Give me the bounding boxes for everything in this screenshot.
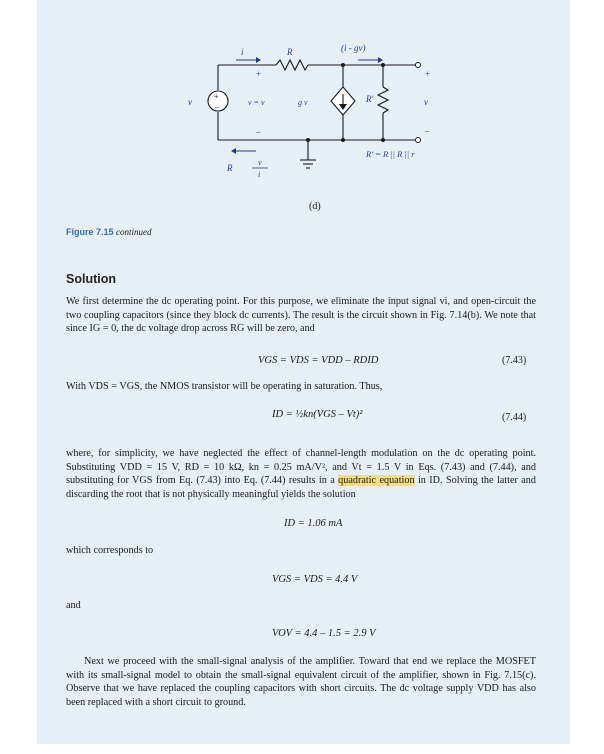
label-out-minus: – <box>425 126 430 136</box>
text-corresponds: which corresponds to <box>66 545 154 556</box>
figure-sublabel: (d) <box>309 201 321 212</box>
label-rin-den: i <box>258 170 261 179</box>
paragraph-3-part-a: where, for simplicity, we have neglected the effect of channel-length modulation on the dc operating point. Substituting VDD = 15 V, RD = 10 kΩ, kn = 0.25 mA/V², and Vt = 1.5 V in Eqs. (7.43) and (7.44), and substituting for VGS from Eq. (7.43) into Eq. (7.44) results in a <box>66 448 536 487</box>
equation-7-44: ID = ½kn(VGS – Vt)² <box>272 409 363 420</box>
equation-number-7-44: (7.44) <box>502 412 527 423</box>
equation-7-43: VGS = VDS = VDD – RDID <box>258 355 379 366</box>
caption-suffix: continued <box>116 227 152 237</box>
paragraph-1: We first determine the dc operating point. For this purpose, we eliminate the input signal vi, and open-circuit the two coupling capacitors (since they block dc currents). The result is the circuit shown in Fig. 7.14(b). We note that since IG = 0, the dc voltage drop across RG will be zero, and <box>66 296 536 335</box>
solution-heading: Solution <box>66 272 116 286</box>
label-out-plus: + <box>425 69 431 79</box>
label-gm-source: g v <box>298 98 308 107</box>
text-and: and <box>66 600 81 611</box>
caption-label: Figure 7.15 <box>66 227 114 237</box>
equation-id: ID = 1.06 mA <box>284 518 343 529</box>
label-plus-top: + <box>256 69 262 79</box>
circuit-diagram <box>148 35 448 215</box>
paragraph-4: Next we proceed with the small-signal analysis of the amplifier. Toward that end we replace the MOSFET with its small-signal model to obtain the small-signal equivalent circuit of the amplifier, shown in Fig. 7.15(c). Observe that we have replaced the coupling capacitors with short circuits. The dc voltage supply VDD has also been replaced with a short circuit to ground. <box>66 656 536 708</box>
paragraph-3 <box>66 447 536 501</box>
label-rl-equation: R' = R || R || r <box>366 149 415 159</box>
equation-vgs: VGS = VDS = 4.4 V <box>272 574 358 585</box>
label-rin: R <box>227 163 233 173</box>
svg-text:+: + <box>214 92 219 101</box>
label-load: R' <box>366 94 374 104</box>
label-input-current: i <box>241 47 244 57</box>
label-vgs-eq: v = v <box>248 98 265 107</box>
label-input-voltage: v <box>188 97 192 107</box>
label-output-voltage: v <box>424 97 428 107</box>
svg-text:–: – <box>215 102 219 111</box>
highlighted-term: quadratic equation <box>338 475 415 487</box>
label-rin-num: v <box>258 158 262 167</box>
equation-number-7-43: (7.43) <box>502 355 527 366</box>
paragraph-2: With VDS = VGS, the NMOS transistor will be operating in saturation. Thus, <box>66 381 383 392</box>
equation-vov: VOV = 4.4 – 1.5 = 2.9 V <box>272 628 376 639</box>
figure-caption <box>66 227 152 237</box>
paragraph-3-part-b: in ID. Solving the latter and discarding the root that is not physically meaningful yields the solution <box>66 475 536 500</box>
label-minus-bottom: – <box>256 127 261 137</box>
label-gate-resistor: R <box>287 47 293 57</box>
label-feedback-current: (i - gv) <box>341 43 366 53</box>
